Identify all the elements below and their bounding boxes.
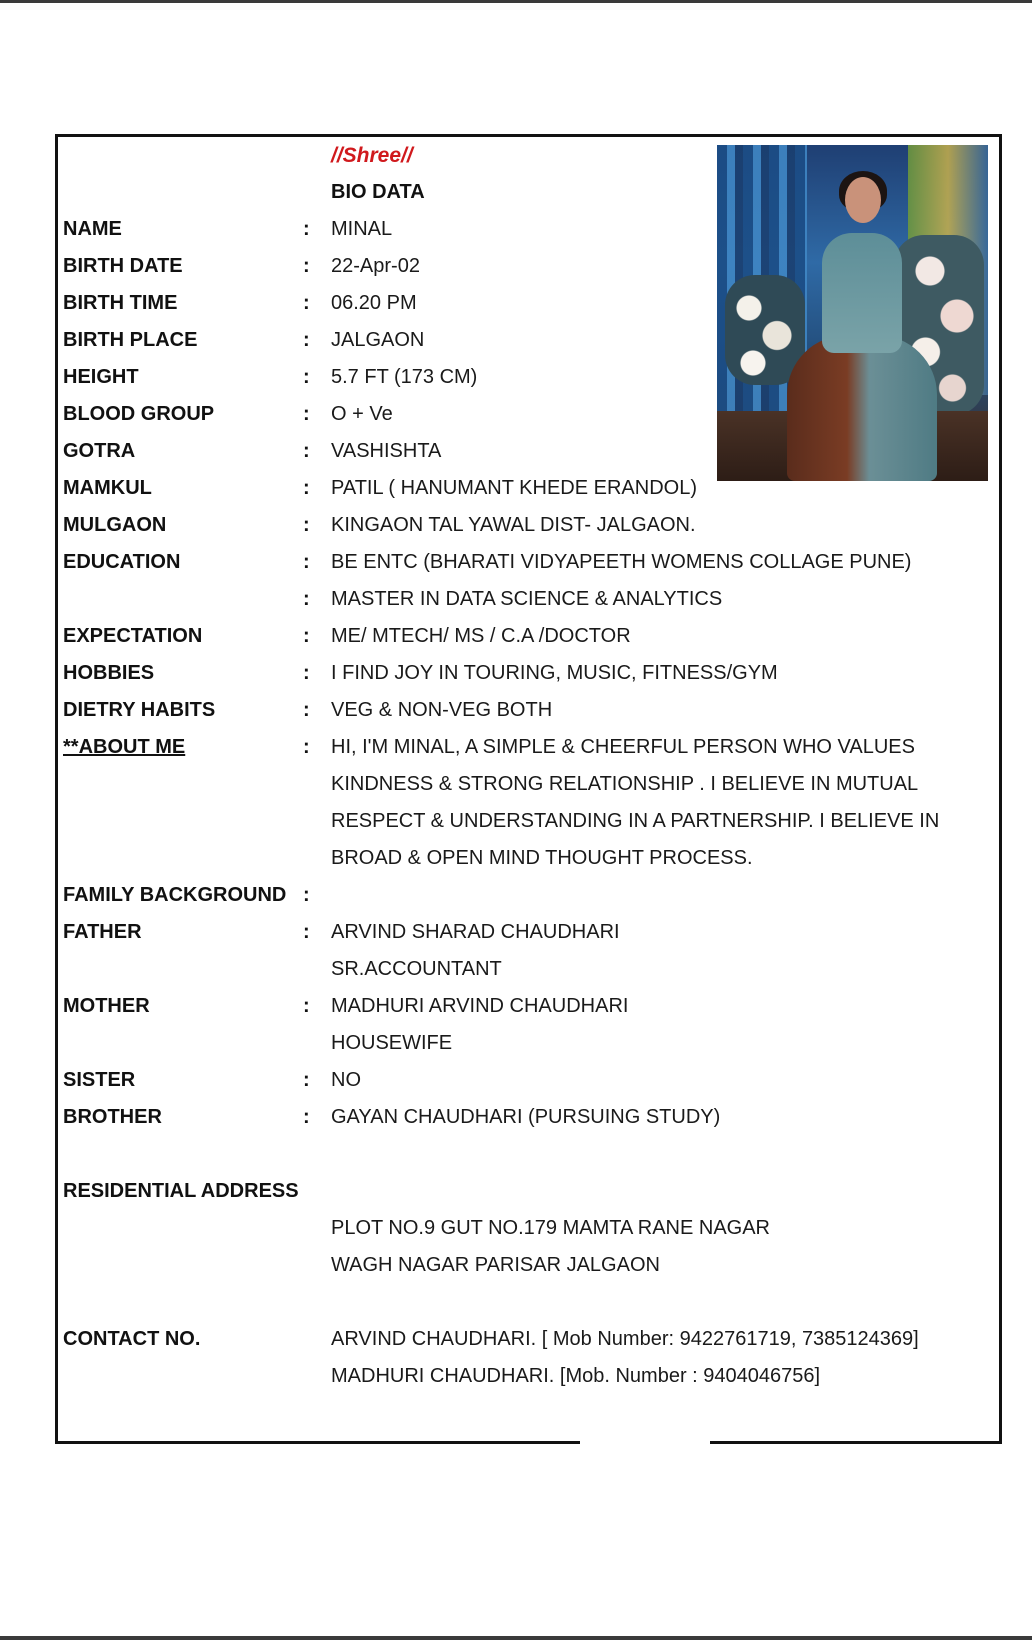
detail-colon: : <box>303 440 310 462</box>
figure-saree <box>787 335 937 481</box>
family-heading: FAMILY BACKGROUND <box>63 884 287 906</box>
detail-value: BE ENTC (BHARATI VIDYAPEETH WOMENS COLLAGE PUNE) <box>331 551 912 573</box>
detail-value: VEG & NON-VEG BOTH <box>331 699 553 721</box>
brother-value: GAYAN CHAUDHARI (PURSUING STUDY) <box>331 1106 721 1128</box>
detail-value: JALGAON <box>331 329 425 351</box>
family-colon: : <box>303 884 310 906</box>
detail-label: DIETRY HABITS <box>63 699 216 721</box>
detail-value: MASTER IN DATA SCIENCE & ANALYTICS <box>331 588 723 610</box>
detail-label: NAME <box>63 218 122 240</box>
detail-colon: : <box>303 329 310 351</box>
invocation-text: //Shree// <box>331 144 413 167</box>
figure-blouse <box>822 233 902 353</box>
detail-colon: : <box>303 366 310 388</box>
about-line: KINDNESS & STRONG RELATIONSHIP . I BELIEVE IN MUTUAL <box>331 773 919 795</box>
detail-label: EDUCATION <box>63 551 181 573</box>
detail-colon: : <box>303 255 310 277</box>
detail-value: KINGAON TAL YAWAL DIST- JALGAON. <box>331 514 696 536</box>
detail-value: PATIL ( HANUMANT KHEDE ERANDOL) <box>331 477 697 499</box>
detail-label: EXPECTATION <box>63 625 203 647</box>
detail-label: HOBBIES <box>63 662 155 684</box>
about-line: BROAD & OPEN MIND THOUGHT PROCESS. <box>331 847 753 869</box>
contact-line-2: MADHURI CHAUDHARI. [Mob. Number : 9404046756] <box>331 1365 821 1387</box>
address-label: RESIDENTIAL ADDRESS <box>63 1180 299 1202</box>
detail-value: O + Ve <box>331 403 393 425</box>
detail-label: BIRTH PLACE <box>63 329 198 351</box>
sister-colon: : <box>303 1069 310 1091</box>
detail-colon: : <box>303 477 310 499</box>
detail-colon: : <box>303 551 310 573</box>
border-gap <box>580 1441 710 1444</box>
mother-name: MADHURI ARVIND CHAUDHARI <box>331 995 629 1017</box>
sister-value: NO <box>331 1069 361 1091</box>
sister-label: SISTER <box>63 1069 136 1091</box>
detail-colon: : <box>303 218 310 240</box>
detail-colon: : <box>303 588 310 610</box>
document-title: BIO DATA <box>331 181 425 203</box>
about-line: RESPECT & UNDERSTANDING IN A PARTNERSHIP. I BELIEVE IN <box>331 810 940 832</box>
father-job: SR.ACCOUNTANT <box>331 958 502 980</box>
detail-colon: : <box>303 625 310 647</box>
top-edge-bar <box>0 0 1032 3</box>
mother-label: MOTHER <box>63 995 150 1017</box>
bottom-edge-bar <box>0 1636 1032 1640</box>
detail-colon: : <box>303 699 310 721</box>
detail-value: 06.20 PM <box>331 292 417 314</box>
detail-colon: : <box>303 292 310 314</box>
detail-value: MINAL <box>331 218 393 240</box>
detail-value: VASHISHTA <box>331 440 442 462</box>
father-name: ARVIND SHARAD CHAUDHARI <box>331 921 620 943</box>
detail-label: BIRTH TIME <box>63 292 178 314</box>
figure-face <box>845 177 881 223</box>
detail-colon: : <box>303 514 310 536</box>
about-label: **ABOUT ME <box>63 736 186 758</box>
detail-colon: : <box>303 403 310 425</box>
brother-label: BROTHER <box>63 1106 162 1128</box>
about-colon: : <box>303 736 310 758</box>
address-line-2: WAGH NAGAR PARISAR JALGAON <box>331 1254 660 1276</box>
brother-colon: : <box>303 1106 310 1128</box>
father-colon: : <box>303 921 310 943</box>
detail-value: ME/ MTECH/ MS / C.A /DOCTOR <box>331 625 631 647</box>
father-label: FATHER <box>63 921 142 943</box>
detail-label: BLOOD GROUP <box>63 403 215 425</box>
about-line: HI, I'M MINAL, A SIMPLE & CHEERFUL PERSON WHO VALUES <box>331 736 915 758</box>
detail-label: BIRTH DATE <box>63 255 183 277</box>
detail-label: GOTRA <box>63 440 136 462</box>
contact-label: CONTACT NO. <box>63 1328 201 1350</box>
address-line-1: PLOT NO.9 GUT NO.179 MAMTA RANE NAGAR <box>331 1217 770 1239</box>
detail-value: 5.7 FT (173 CM) <box>331 366 478 388</box>
detail-colon: : <box>303 662 310 684</box>
biodata-sheet <box>55 134 1002 1444</box>
contact-line-1: ARVIND CHAUDHARI. [ Mob Number: 9422761719, 7385124369] <box>331 1328 919 1350</box>
detail-label: MULGAON <box>63 514 167 536</box>
detail-label: MAMKUL <box>63 477 152 499</box>
detail-label: HEIGHT <box>63 366 139 388</box>
detail-value: 22-Apr-02 <box>331 255 420 277</box>
mother-colon: : <box>303 995 310 1017</box>
mother-job: HOUSEWIFE <box>331 1032 453 1054</box>
portrait-photo <box>717 145 988 481</box>
detail-value: I FIND JOY IN TOURING, MUSIC, FITNESS/GYM <box>331 662 778 684</box>
